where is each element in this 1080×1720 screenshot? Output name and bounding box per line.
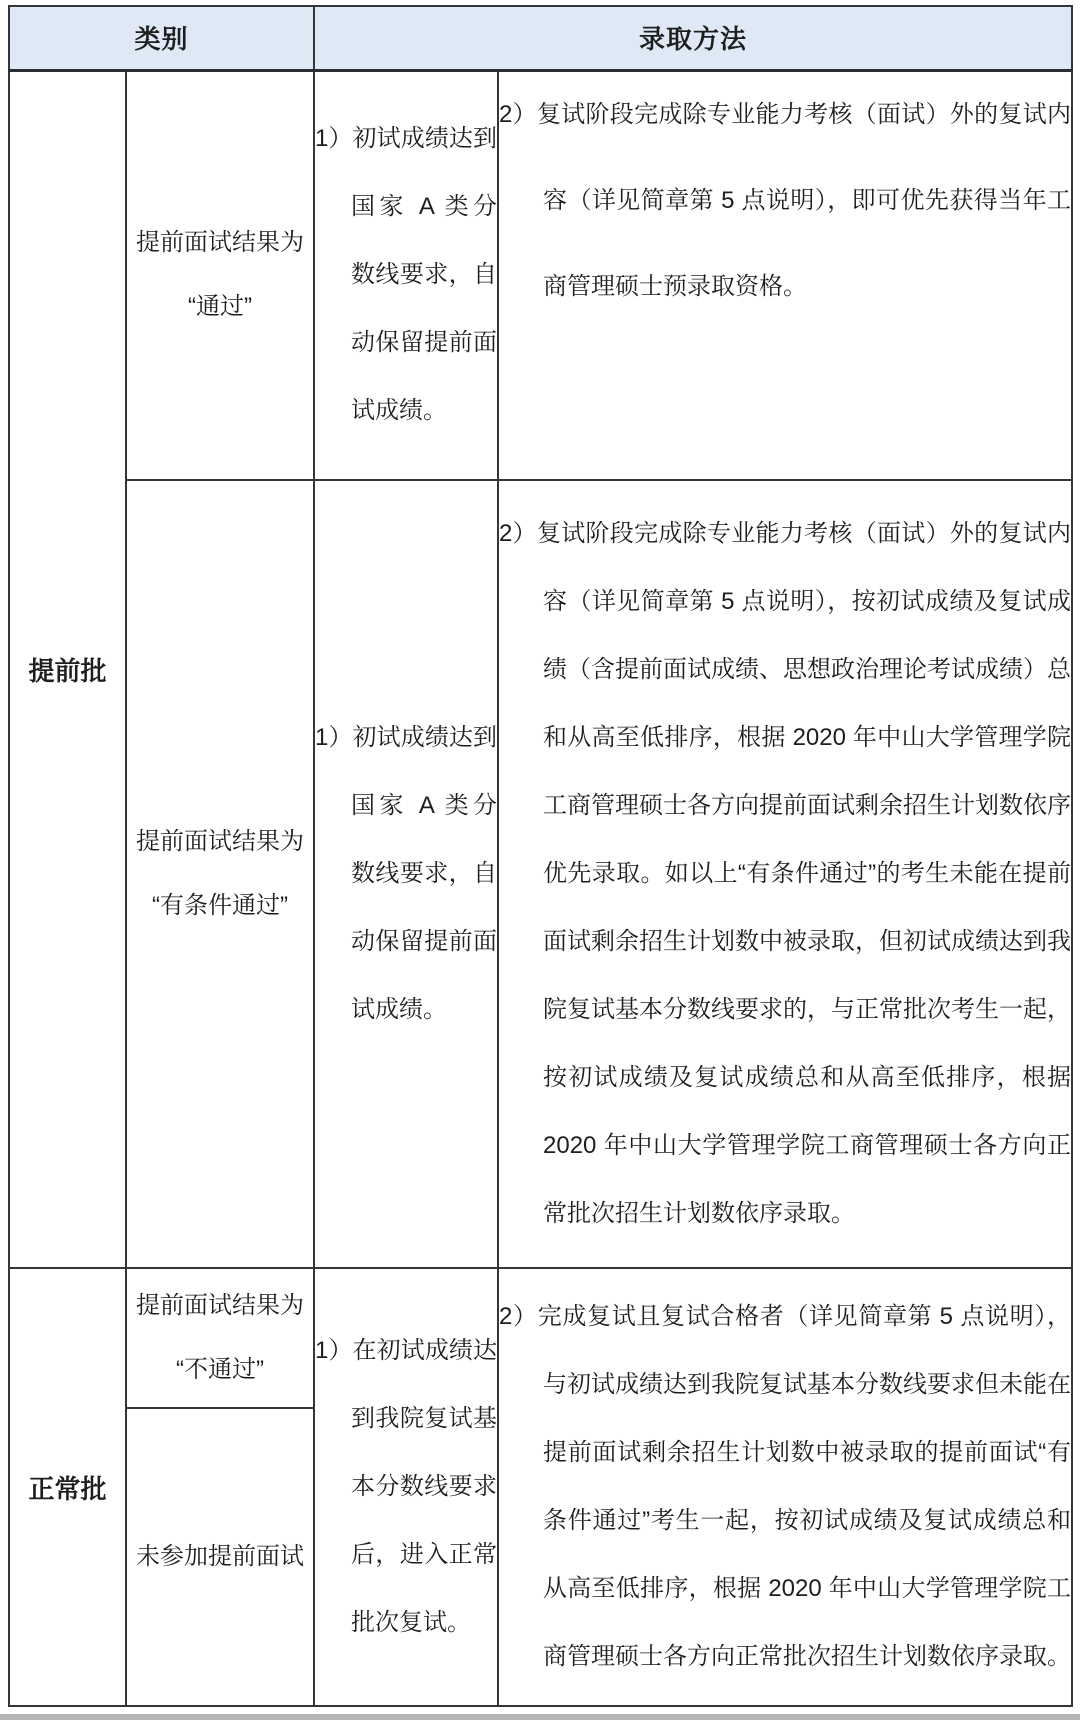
table-header-row [9,6,1072,70]
step2-cell [498,480,1072,1268]
step2-text: 2）复试阶段完成除专业能力考核（面试）外的复试内容（详见简章第 5 点说明），即可优先获得当年工商管理硕士预录取资格。 [499,100,1072,300]
condition-line: 未参加提前面试 [136,1543,304,1570]
step1-cell [314,70,498,480]
batch-cell-early: 提前批 [9,70,126,1268]
step1-cell [314,480,498,1268]
condition-line: “通过” [188,293,252,321]
step2-text: 2）完成复试且复试合格者（详见简章第 5 点说明），与初试成绩达到我院复试基本分数线要求但未能在提前面试剩余招生计划数中被录取的提前面试“有条件通过”考生一起，按初试成绩及复试成绩总和从高至低排序，根据 2020 年中山大学管理学院工商管理硕士各方向正常批次招生计划数依序录取。 [499,1303,1072,1670]
step2-cell [498,70,1072,480]
admission-method-table [8,5,1073,1707]
condition-line: “不通过” [176,1356,264,1383]
condition-cell-fail [126,1268,314,1408]
document-page [8,5,1073,1707]
condition-cell-conditional-pass [126,480,314,1268]
condition-cell-pass [126,70,314,480]
step2-cell [498,1268,1072,1706]
screenshot-bottom-edge [0,1714,1080,1720]
table-row [9,480,1072,1268]
step1-cell [314,1268,498,1706]
table-row [9,1268,1072,1408]
condition-line: “有条件通过” [152,892,288,919]
batch-cell-normal: 正常批 [9,1268,126,1706]
step1-text: 1）初试成绩达到国家 A 类分数线要求，自动保留提前面试成绩。 [315,724,498,1023]
condition-line: 提前面试结果为 [136,229,304,257]
condition-line: 提前面试结果为 [136,1292,304,1319]
step2-text: 2）复试阶段完成除专业能力考核（面试）外的复试内容（详见简章第 5 点说明），按初试成绩及复试成绩（含提前面试成绩、思想政治理论考试成绩）总和从高至低排序，根据 2020 年中山大学管理学院工商管理硕士各方向提前面试剩余招生计划数依序优先录取。如以上“有条件通过”的考生未能在提前面试剩余招生计划数中被录取，但初试成绩达到我院复试基本分数线要求的，与正常批次考生一起，按初试成绩及复试成绩总和从高至低排序，根据 2020 年中山大学管理学院工商管理硕士各方向正常批次招生计划数依序录取。 [499,520,1072,1227]
condition-line: 提前面试结果为 [136,828,304,855]
col-header-method: 录取方法 [314,6,1072,70]
table-row [9,70,1072,480]
step1-text: 1）在初试成绩达到我院复试基本分数线要求后，进入正常批次复试。 [315,1337,498,1636]
condition-cell-no-interview [126,1408,314,1706]
step1-text: 1）初试成绩达到国家 A 类分数线要求，自动保留提前面试成绩。 [315,125,498,425]
col-header-category: 类别 [9,6,314,70]
